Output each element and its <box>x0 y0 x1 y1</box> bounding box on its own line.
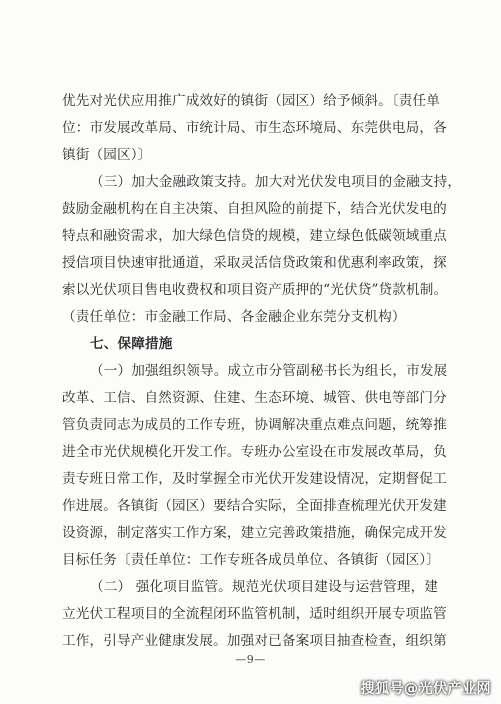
paragraph-line: （责任单位：市金融工作局、各金融企业东莞分支机构） <box>62 309 406 325</box>
paragraph-line: （一）加强组织领导。成立市分管副秘书长为组长，市发展 <box>90 363 448 379</box>
paragraph-line: 索以光伏项目售电收费权和项目资产质押的“光伏贷”贷款机制。 <box>62 282 448 298</box>
section-heading: 七、保障措施 <box>90 336 173 352</box>
paragraph-line: 作进展。各镇街（园区）要结合实际，全面排查梳理光伏开发建 <box>62 498 447 514</box>
paragraph-line: 特点和融资需求，加大绿色信贷的规模，建立绿色低碳领域重点 <box>62 228 447 244</box>
paragraph-line: （三）加大金融政策支持。加大对光伏发电项目的金融支持， <box>90 174 462 190</box>
paragraph-line: 工作，引导产业健康发展。加强对已备案项目抽查检查，组织第 <box>62 633 447 649</box>
page-number: —9— <box>235 653 266 666</box>
paragraph-line: 改革、工信、自然资源、住建、生态环境、城管、供电等部门分 <box>62 390 447 406</box>
paragraph-line: 进全市光伏规模化开发工作。专班办公室设在市发展改革局，负 <box>62 444 447 460</box>
paragraph-line: 设资源，制定落实工作方案，建立完善政策措施，确保完成开发 <box>62 525 447 541</box>
paragraph-line: 目标任务〔责任单位：工作专班各成员单位、各镇街（园区）〕 <box>62 552 441 568</box>
paragraph-line: 镇街（园区）〕 <box>62 147 152 163</box>
paragraph-line: 授信项目快速审批通道，采取灵活信贷政策和优惠利率政策，探 <box>62 255 447 271</box>
paragraph-line: 管负责同志为成员的工作专班，协调解决重点难点问题，统筹推 <box>62 417 447 433</box>
paragraph-line: 鼓励金融机构在自主决策、自担风险的前提下，结合光伏发电的 <box>62 201 447 217</box>
watermark-logo: 搜狐号@光伏产业网 <box>360 681 491 697</box>
paragraph-line: 位：市发展改革局、市统计局、市生态环境局、东莞供电局，各 <box>62 120 447 136</box>
paragraph-line: 责专班日常工作，及时掌握全市光伏开发建设情况，定期督促工 <box>62 471 447 487</box>
paragraph-line: （二） 强化项目监管。规范光伏项目建设与运营管理，建 <box>90 579 439 595</box>
paragraph-line: 优先对光伏应用推广成效好的镇街（园区）给予倾斜。〔责任单 <box>62 93 441 109</box>
paragraph-line: 立光伏工程项目的全流程闭环监管机制，适时组织开展专项监管 <box>62 606 447 622</box>
